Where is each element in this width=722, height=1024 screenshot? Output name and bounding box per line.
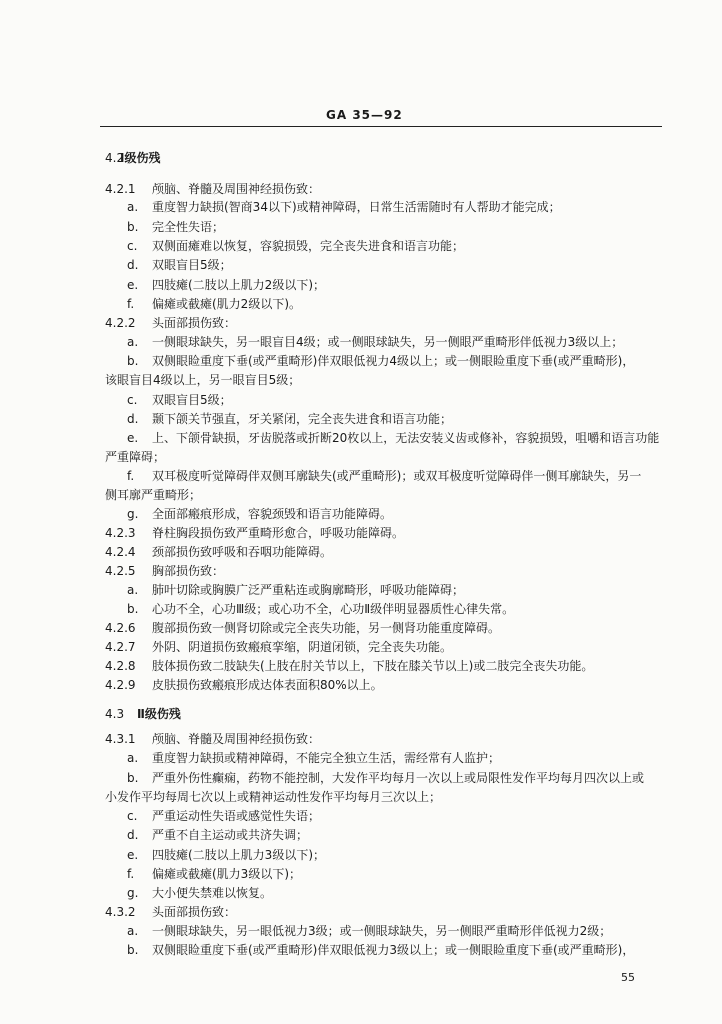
clause-text: 严重外伤性癫痫，药物不能控制，大发作平均每月一次以上或局限性发作平均每月四次以上或 <box>152 771 645 785</box>
item-letter: g. <box>127 886 139 900</box>
item-letter: c. <box>127 809 138 823</box>
clause-text: 心功不全，心功Ⅲ级；或心功不全，心功Ⅱ级伴明显器质性心律失常。 <box>152 602 515 616</box>
item-letter: f. <box>127 297 135 311</box>
clause-text: 严重不自主运动或共济失调； <box>152 828 309 842</box>
clause-text: 胸部损伤致： <box>152 564 225 578</box>
item-letter: e. <box>127 848 139 862</box>
item-letter: a. <box>127 924 139 938</box>
item-letter: a. <box>127 335 139 349</box>
header-rule <box>100 126 662 127</box>
clause-text: 颈部损伤致呼吸和吞咽功能障碍。 <box>152 545 333 559</box>
item-letter: b. <box>127 354 139 368</box>
item-letter: b. <box>127 220 139 234</box>
item-letter: f. <box>127 867 135 881</box>
clause-number: 4.2.4 <box>105 545 136 559</box>
clause-text: 双侧面瘫难以恢复，容貌损毁，完全丧失进食和语言功能； <box>152 239 465 253</box>
item-letter: b. <box>127 943 139 957</box>
item-letter: f. <box>127 469 135 483</box>
clause-text: 双眼盲目5级； <box>152 393 232 407</box>
clause-text: 双眼盲目5级； <box>152 258 232 272</box>
clause-number: 4.2.6 <box>105 621 136 635</box>
clause-text: 双侧眼睑重度下垂(或严重畸形)伴双眼低视力3级以上；或一侧眼睑重度下垂(或严重畸形)， <box>152 943 635 957</box>
clause-number: 4.2 <box>105 151 125 165</box>
clause-number: 4.2.2 <box>105 316 136 330</box>
clause-text: 该眼盲目4级以上，另一眼盲目5级； <box>105 373 301 387</box>
item-letter: d. <box>127 828 139 842</box>
clause-text: 腹部损伤致一侧肾切除或完全丧失功能，另一侧肾功能重度障碍。 <box>152 621 501 635</box>
clause-text: 一侧眼球缺失，另一眼低视力3级；或一侧眼球缺失，另一侧眼严重畸形伴低视力2级； <box>152 924 612 938</box>
clause-number: 4.2.3 <box>105 526 136 540</box>
clause-number: 4.2.1 <box>105 182 136 196</box>
standard-code: GA 35—92 <box>326 108 403 122</box>
clause-text: 肺叶切除或胸膜广泛严重粘连或胸廓畸形，呼吸功能障碍； <box>152 583 465 597</box>
item-letter: b. <box>127 771 139 785</box>
clause-text: 头面部损伤致： <box>152 905 237 919</box>
section-title: Ⅱ级伤残 <box>137 707 181 721</box>
clause-text: 小发作平均每周七次以上或精神运动性发作平均每月三次以上； <box>105 790 442 804</box>
clause-text: 双侧眼睑重度下垂(或严重畸形)伴双眼低视力4级以上；或一侧眼睑重度下垂(或严重畸形)， <box>152 354 635 368</box>
clause-number: 4.3.2 <box>105 905 136 919</box>
clause-text: 重度智力缺损(智商34以下)或精神障碍，日常生活需随时有人帮助才能完成； <box>152 200 561 214</box>
item-letter: a. <box>127 583 139 597</box>
clause-text: 四肢瘫(二肢以上肌力2级以下)； <box>152 278 325 292</box>
clause-text: 大小便失禁难以恢复。 <box>152 886 273 900</box>
clause-text: 偏瘫或截瘫(肌力2级以下)。 <box>152 297 301 311</box>
item-letter: c. <box>127 239 138 253</box>
clause-text: 颅脑、脊髓及周围神经损伤致： <box>152 732 321 746</box>
item-letter: e. <box>127 278 139 292</box>
clause-number: 4.2.8 <box>105 659 136 673</box>
clause-text: 肢体损伤致二肢缺失(上肢在肘关节以上，下肢在膝关节以上)或二肢完全丧失功能。 <box>152 659 594 673</box>
clause-number: 4.2.7 <box>105 640 136 654</box>
item-letter: g. <box>127 507 139 521</box>
item-letter: d. <box>127 412 139 426</box>
item-letter: c. <box>127 393 138 407</box>
clause-text: 重度智力缺损或精神障碍，不能完全独立生活，需经常有人监护； <box>152 751 501 765</box>
item-letter: b. <box>127 602 139 616</box>
clause-text: 脊柱胸段损伤致严重畸形愈合，呼吸功能障碍。 <box>152 526 405 540</box>
clause-number: 4.2.5 <box>105 564 136 578</box>
clause-text: 上、下颌骨缺损，牙齿脱落或折断20枚以上，无法安装义齿或修补，容貌损毁，咀嚼和语言功能 <box>152 431 660 445</box>
item-letter: d. <box>127 258 139 272</box>
clause-text: 严重运动性失语或感觉性失语； <box>152 809 321 823</box>
clause-text: 皮肤损伤致瘢痕形成达体表面积80%以上。 <box>152 678 383 692</box>
item-letter: e. <box>127 431 139 445</box>
page-number: 55 <box>621 971 635 984</box>
section-title: Ⅰ级伤残 <box>120 151 161 165</box>
clause-text: 偏瘫或截瘫(肌力3级以下)； <box>152 867 301 881</box>
clause-text: 全面部瘢痕形成，容貌颈毁和语言功能障碍。 <box>152 507 393 521</box>
clause-text: 严重障碍； <box>105 450 166 464</box>
clause-text: 双耳极度听觉障碍伴双侧耳廓缺失(或严重畸形)；或双耳极度听觉障碍伴一侧耳廓缺失，另一 <box>152 469 642 483</box>
item-letter: a. <box>127 200 139 214</box>
clause-text: 一侧眼球缺失，另一眼盲目4级；或一侧眼球缺失，另一侧眼严重畸形伴低视力3级以上； <box>152 335 624 349</box>
clause-number: 4.3.1 <box>105 732 136 746</box>
clause-number: 4.3 <box>105 707 125 721</box>
clause-text: 四肢瘫(二肢以上肌力3级以下)； <box>152 848 325 862</box>
item-letter: a. <box>127 751 139 765</box>
clause-text: 完全性失语； <box>152 220 225 234</box>
clause-text: 侧耳廓严重畸形； <box>105 488 202 502</box>
clause-text: 头面部损伤致： <box>152 316 237 330</box>
clause-text: 颅脑、脊髓及周围神经损伤致： <box>152 182 321 196</box>
clause-number: 4.2.9 <box>105 678 136 692</box>
clause-text: 外阴、阴道损伤致瘢痕挛缩，阴道闭锁，完全丧失功能。 <box>152 640 453 654</box>
clause-text: 颞下颌关节强直，牙关紧闭，完全丧失进食和语言功能； <box>152 412 453 426</box>
